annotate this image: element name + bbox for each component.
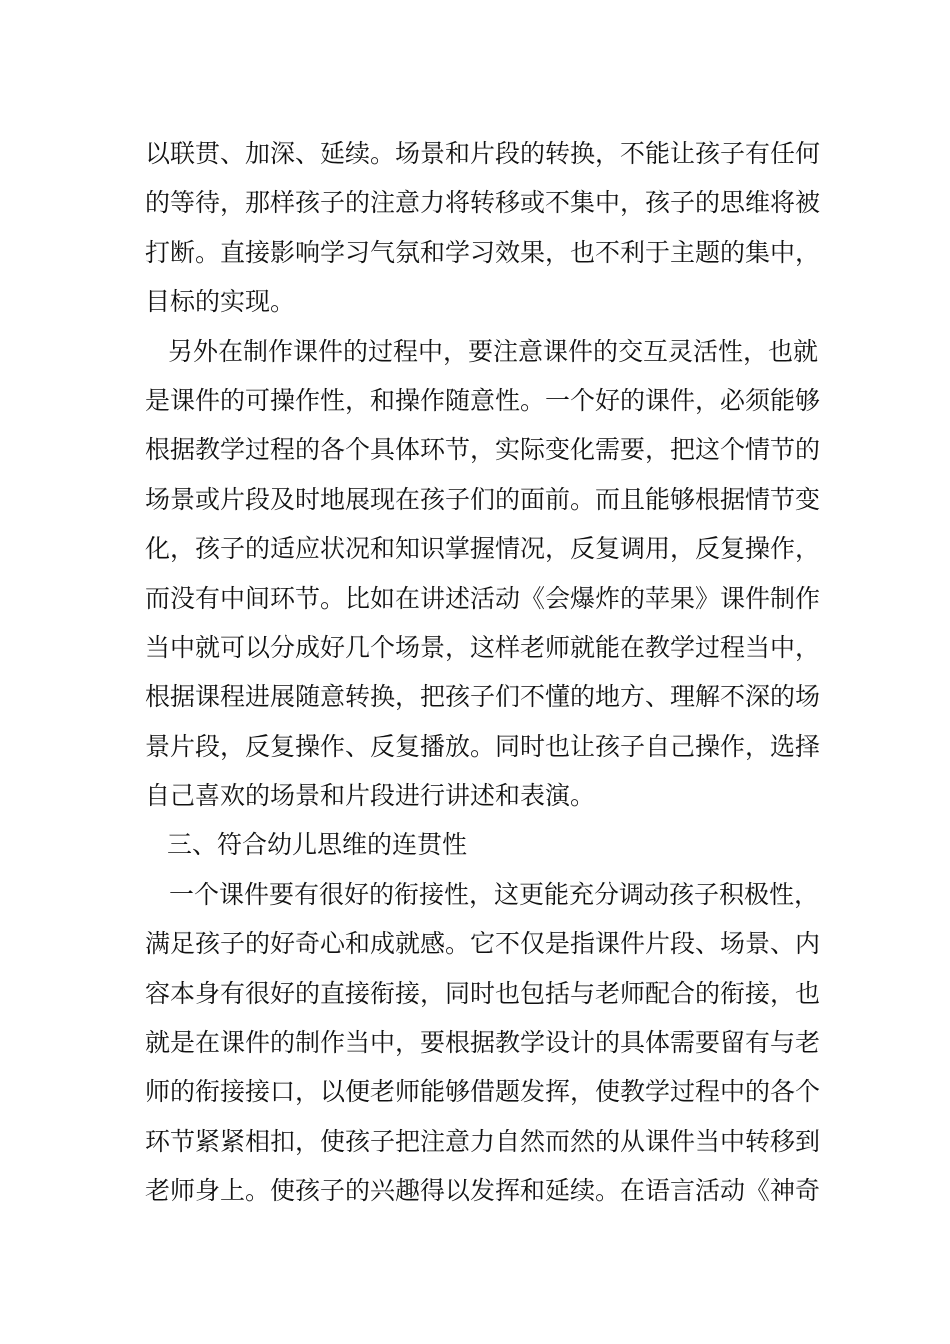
text-line: 环节紧紧相扣，使孩子把注意力自然而然的从课件当中转移到 [145,1126,821,1156]
text-line: 自己喜欢的场景和片段进行讲述和表演。 [145,781,596,811]
text-line: 老师身上。使孩子的兴趣得以发挥和延续。在语言活动《神奇 [145,1176,821,1206]
paragraph-first-line: 另外在制作课件的过程中，要注意课件的交互灵活性，也就 [168,336,819,366]
text-line: 根据课程进展随意转换，把孩子们不懂的地方、理解不深的场 [145,682,821,712]
text-line: 以联贯、加深、延续。场景和片段的转换，不能让孩子有任何 [145,139,821,168]
text-line: 师的衔接接口，以便老师能够借题发挥，使教学过程中的各个 [145,1077,821,1107]
text-line: 场景或片段及时地展现在孩子们的面前。而且能够根据情节变 [145,484,821,514]
text-line: 满足孩子的好奇心和成就感。它不仅是指课件片段、场景、内 [145,929,821,959]
text-line: 就是在课件的制作当中，要根据教学设计的具体需要留有与老 [145,1028,821,1058]
text-line: 而没有中间环节。比如在讲述活动《会爆炸的苹果》课件制作 [145,583,821,613]
text-line: 化，孩子的适应状况和知识掌握情况，反复调用，反复操作， [145,534,821,564]
text-line: 打断。直接影响学习气氛和学习效果，也不利于主题的集中， [145,237,821,267]
text-line: 的等待，那样孩子的注意力将转移或不集中，孩子的思维将被 [145,188,821,218]
text-line: 景片段，反复操作、反复播放。同时也让孩子自己操作，选择 [145,731,821,761]
text-line: 是课件的可操作性，和操作随意性。一个好的课件，必须能够 [145,385,821,415]
text-line: 容本身有很好的直接衔接，同时也包括与老师配合的衔接，也 [145,978,821,1008]
text-line: 目标的实现。 [145,287,296,317]
text-line: 根据教学过程的各个具体环节，实际变化需要，把这个情节的 [145,435,821,465]
section-heading: 三、符合幼儿思维的连贯性 [167,830,468,860]
document-body [145,129,821,1216]
paragraph-first-line: 一个课件要有很好的衔接性，这更能充分调动孩子积极性， [169,879,820,909]
text-line: 当中就可以分成好几个场景，这样老师就能在教学过程当中， [145,632,821,662]
